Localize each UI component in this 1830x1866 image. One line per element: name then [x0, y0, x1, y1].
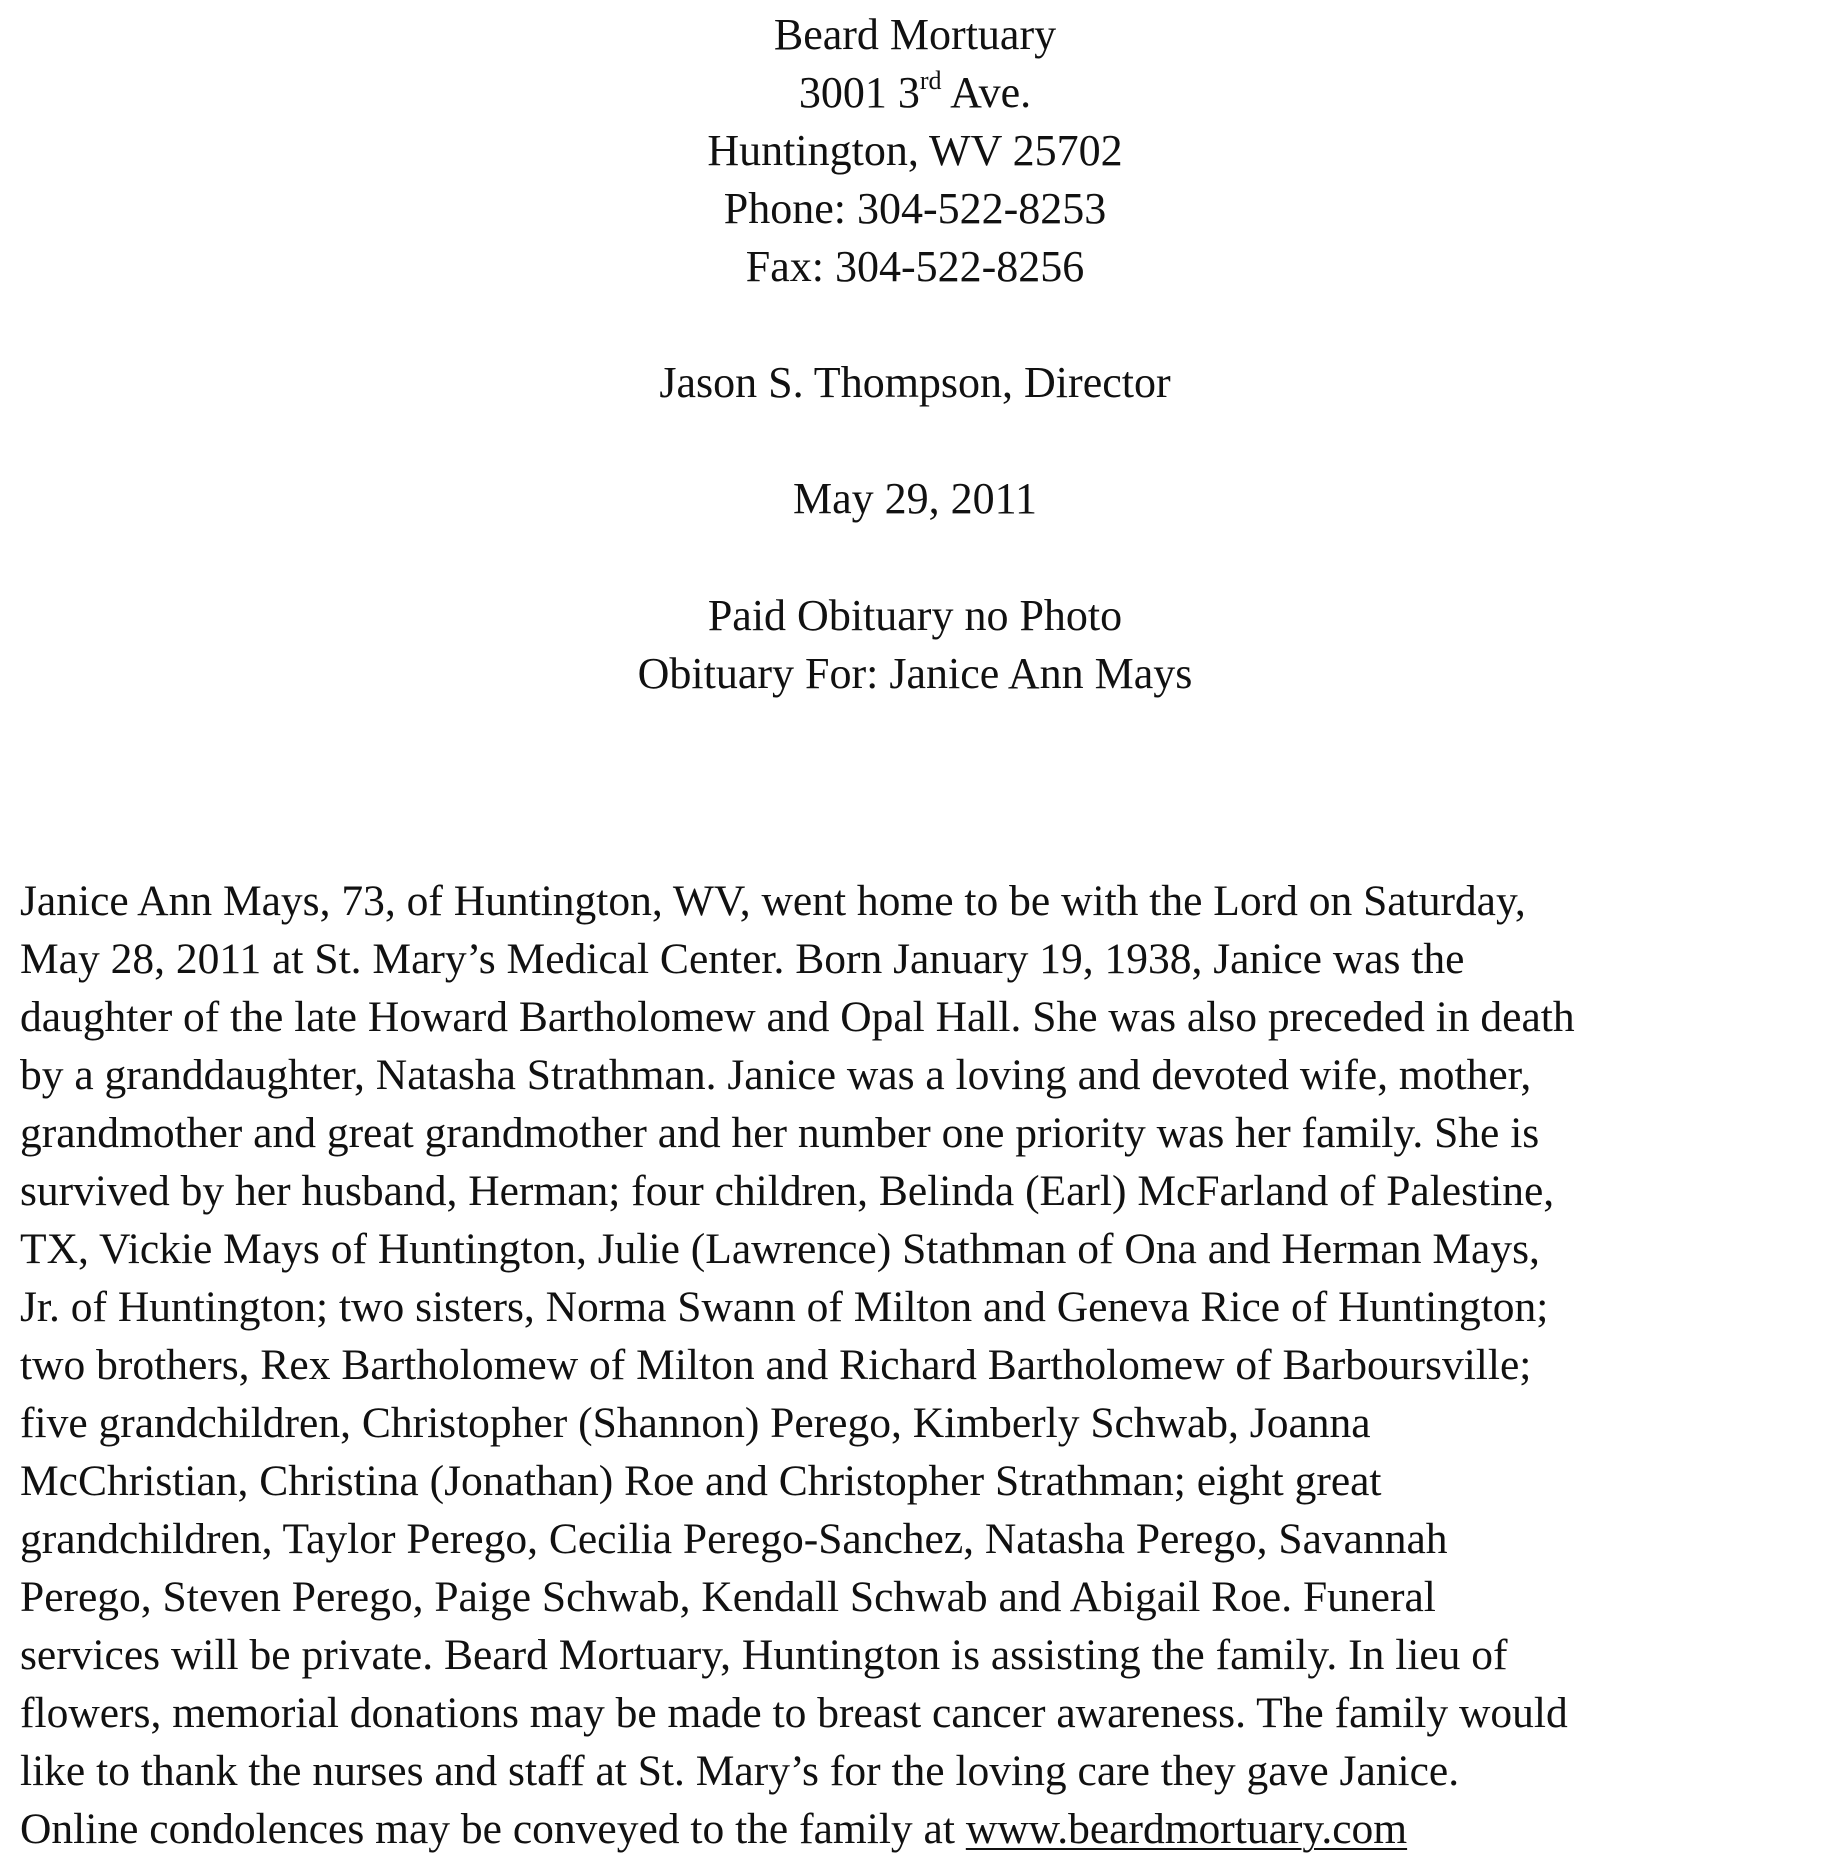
obituary-line: flowers, memorial donations may be made to breast cancer awareness. The family would [20, 1689, 1568, 1737]
company-name: Beard Mortuary [773, 10, 1057, 59]
letterhead-address-block [0, 6, 1830, 296]
notice-type: Paid Obituary no Photo [707, 591, 1123, 640]
obituary-closing-line [20, 1800, 1820, 1858]
obituary-line: five grandchildren, Christopher (Shannon) Perego, Kimberly Schwab, Joanna [20, 1399, 1371, 1447]
obituary-line: Janice Ann Mays, 73, of Huntington, WV, went home to be with the Lord on Saturday, [20, 877, 1526, 925]
obituary-line: grandchildren, Taylor Perego, Cecilia Perego-Sanchez, Natasha Perego, Savannah [20, 1515, 1448, 1563]
obituary-line: like to thank the nurses and staff at St. Mary’s for the loving care they gave Janice. [20, 1747, 1460, 1795]
street-ordinal-suffix: rd [919, 66, 942, 96]
obituary-for: Obituary For: Janice Ann Mays [637, 649, 1193, 698]
obituary-line: two brothers, Rex Bartholomew of Milton and Richard Bartholomew of Barboursville; [20, 1341, 1532, 1389]
obituary-line: May 28, 2011 at St. Mary’s Medical Center. Born January 19, 1938, Janice was the [20, 935, 1465, 983]
obituary-line: Perego, Steven Perego, Paige Schwab, Kendall Schwab and Abigail Roe. Funeral [20, 1573, 1436, 1621]
street-number: 3001 3 [798, 68, 920, 117]
obituary-line: daughter of the late Howard Bartholomew and Opal Hall. She was also preceded in death [20, 993, 1575, 1041]
fax-number: Fax: 304-522-8256 [745, 242, 1085, 291]
street-name: Ave. [941, 68, 1032, 117]
city-state-zip: Huntington, WV 25702 [707, 126, 1123, 175]
date-block [0, 470, 1830, 528]
obituary-body [20, 872, 1820, 1858]
obituary-line: by a granddaughter, Natasha Strathman. Janice was a loving and devoted wife, mother, [20, 1051, 1532, 1099]
director-name: Jason S. Thompson, Director [659, 358, 1171, 407]
obituary-line: McChristian, Christina (Jonathan) Roe and Christopher Strathman; eight great [20, 1457, 1382, 1505]
obituary-heading [0, 587, 1830, 703]
document-date: May 29, 2011 [792, 474, 1038, 523]
obituary-line: TX, Vickie Mays of Huntington, Julie (Lawrence) Stathman of Ona and Herman Mays, [20, 1225, 1540, 1273]
phone-number: Phone: 304-522-8253 [723, 184, 1107, 233]
website-link[interactable]: www.beardmortuary.com [965, 1805, 1408, 1853]
director-block [0, 354, 1830, 412]
obituary-line: survived by her husband, Herman; four children, Belinda (Earl) McFarland of Palestine, [20, 1167, 1555, 1215]
closing-text: Online condolences may be conveyed to the family at [20, 1805, 966, 1853]
obituary-line: Jr. of Huntington; two sisters, Norma Swann of Milton and Geneva Rice of Huntington; [20, 1283, 1549, 1331]
street-address [0, 64, 1830, 122]
obituary-line: services will be private. Beard Mortuary, Huntington is assisting the family. In lieu of [20, 1631, 1508, 1679]
obituary-line: grandmother and great grandmother and her number one priority was her family. She is [20, 1109, 1540, 1157]
